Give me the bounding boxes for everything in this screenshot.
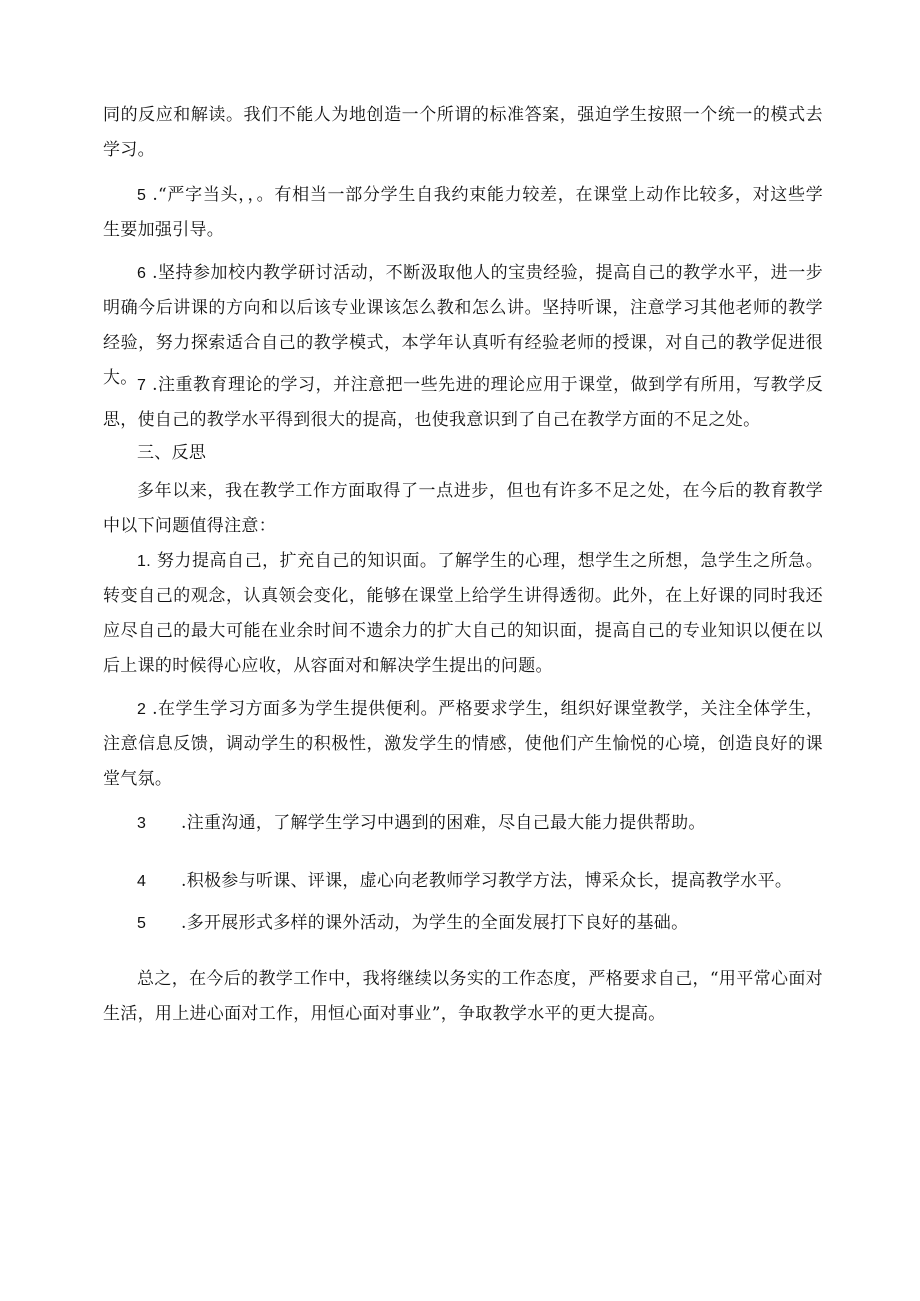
- item-text: 努力提高自己，扩充自己的知识面。了解学生的心理，想学生之所想，急学生之所急。转变自己的观念，认真领会变化，能够在课堂上给学生讲得透彻。此外，在上好课的同时我还应尽自己的最大可能在业余时间不遗余力的扩大自己的知识面，提高自己的专业知识以便在以后上课的时候得心应收，从容面对和解决学生提出的问题。: [103, 551, 823, 676]
- item-text: .坚持参加校内教学研讨活动，不断汲取他人的宝贵经验，提高自己的教学水平，进一步明确今后讲课的方向和以后该专业课该怎么教和怎么讲。坚持听课，注意学习其他老师的教学经验，努力探索适合自己的教学模式，本学年认真听有经验老师的授课，对自己的教学促进很大。: [103, 263, 823, 388]
- paragraph-reflection-2: [103, 692, 823, 797]
- item-number: 5: [137, 915, 147, 932]
- paragraph-reflection-intro: 多年以来，我在教学工作方面取得了一点进步，但也有许多不足之处，在今后的教育教学中以下问题值得注意：: [103, 481, 823, 536]
- section-heading-reflection: 三、反思: [137, 443, 207, 463]
- item-number: 3: [137, 815, 147, 832]
- item-number: 5: [137, 187, 147, 204]
- item-text: .注重教育理论的学习，并注意把一些先进的理论应用于课堂，做到学有所用，写教学反思，使自己的教学水平得到很大的提高，也使我意识到了自己在教学方面的不足之处。: [103, 375, 823, 430]
- item-text: .积极参与听课、评课，虚心向老教师学习教学方法，博采众长，提高教学水平。: [181, 871, 793, 891]
- paragraph-item-5-strict: [103, 178, 823, 248]
- item-number: 4: [137, 873, 147, 890]
- item-number: 7: [137, 377, 147, 394]
- paragraph-reflection-3: [137, 806, 706, 841]
- item-text: .“严字当头，，。有相当一部分学生自我约束能力较差，在课堂上动作比较多，对这些学生要加强引导。: [103, 185, 823, 240]
- paragraph-reflection-4: [137, 864, 792, 899]
- paragraph-reflection-5: [137, 906, 688, 941]
- paragraph-reflection-1: [103, 544, 823, 684]
- item-number: 1.: [137, 553, 151, 570]
- item-text: .在学生学习方面多为学生提供便利。严格要求学生，组织好课堂教学，关注全体学生，注意信息反馈，调动学生的积极性，激发学生的情感，使他们产生愉悦的心境，创造良好的课堂气氛。: [103, 699, 823, 789]
- item-number: 6: [137, 265, 147, 282]
- paragraph-continuation: 同的反应和解读。我们不能人为地创造一个所谓的标准答案，强迫学生按照一个统一的模式去学习。: [103, 105, 823, 160]
- paragraph-conclusion: 总之，在今后的教学工作中，我将继续以务实的工作态度，严格要求自己，“用平常心面对生活，用上进心面对工作，用恒心面对事业”，争取教学水平的更大提高。: [103, 969, 823, 1024]
- item-text: .多开展形式多样的课外活动，为学生的全面发展打下良好的基础。: [181, 913, 689, 933]
- paragraph-item-7-theory: [103, 368, 823, 438]
- item-text: .注重沟通，了解学生学习中遇到的困难，尽自己最大能力提供帮助。: [181, 813, 706, 833]
- item-number: 2: [137, 701, 147, 718]
